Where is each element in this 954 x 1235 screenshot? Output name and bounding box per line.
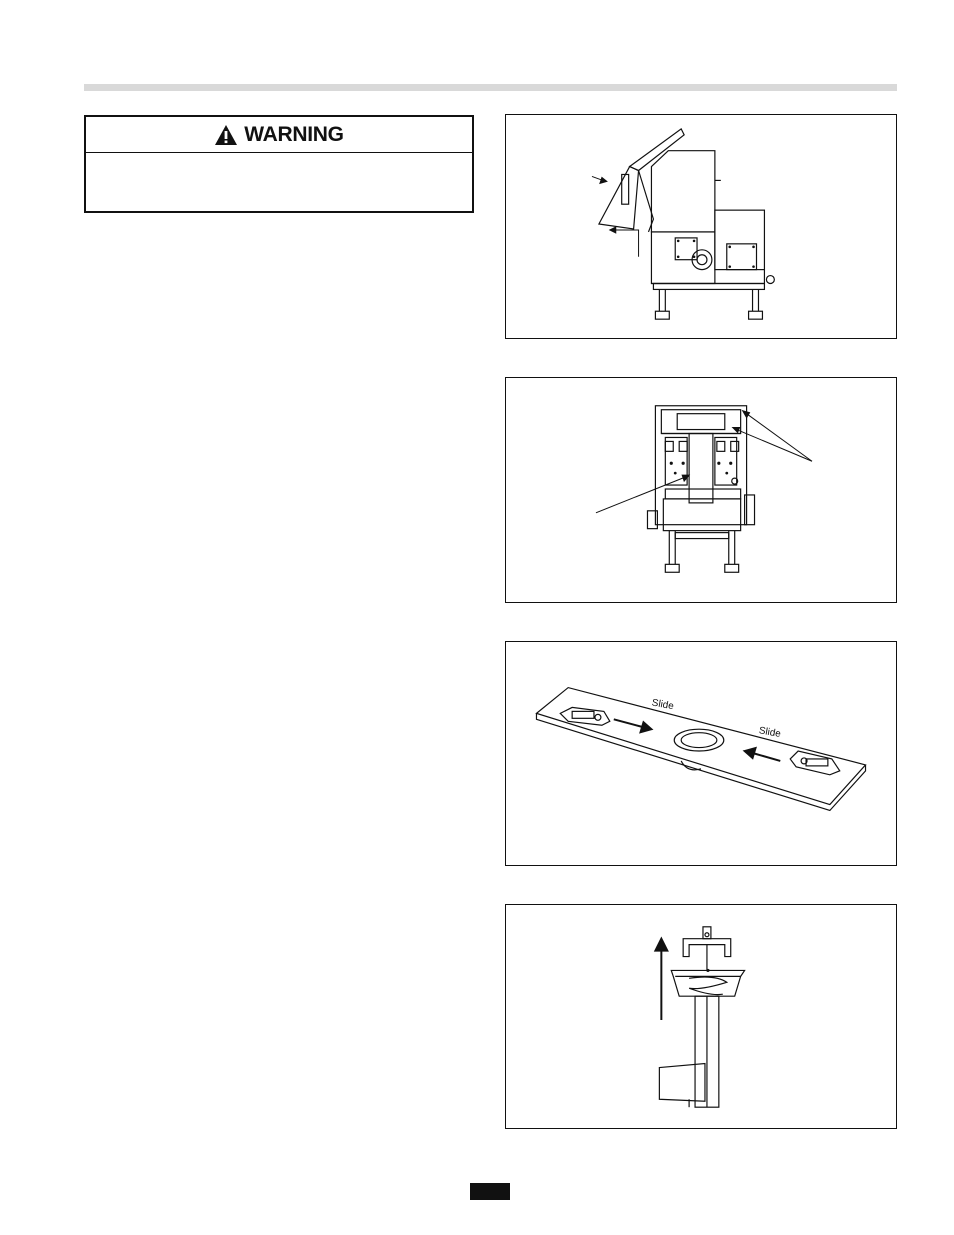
warning-triangle-icon (214, 124, 238, 146)
figure-auger-removal (505, 904, 897, 1129)
auger-removal-illustration (506, 905, 896, 1128)
header-rule (84, 84, 897, 91)
machine-side-illustration (506, 115, 896, 338)
warning-box (84, 115, 474, 213)
page-number-tab (470, 1183, 510, 1200)
plate-slide-illustration (506, 642, 896, 865)
slide-label-left: Slide (650, 697, 675, 713)
figure-machine-side-view (505, 114, 897, 339)
figure-machine-front-view (505, 377, 897, 603)
warning-header (86, 117, 472, 153)
machine-front-illustration (506, 378, 896, 602)
slide-label-right: Slide (757, 725, 782, 740)
figure-plate-slide (505, 641, 897, 866)
warning-title: WARNING (244, 122, 344, 146)
